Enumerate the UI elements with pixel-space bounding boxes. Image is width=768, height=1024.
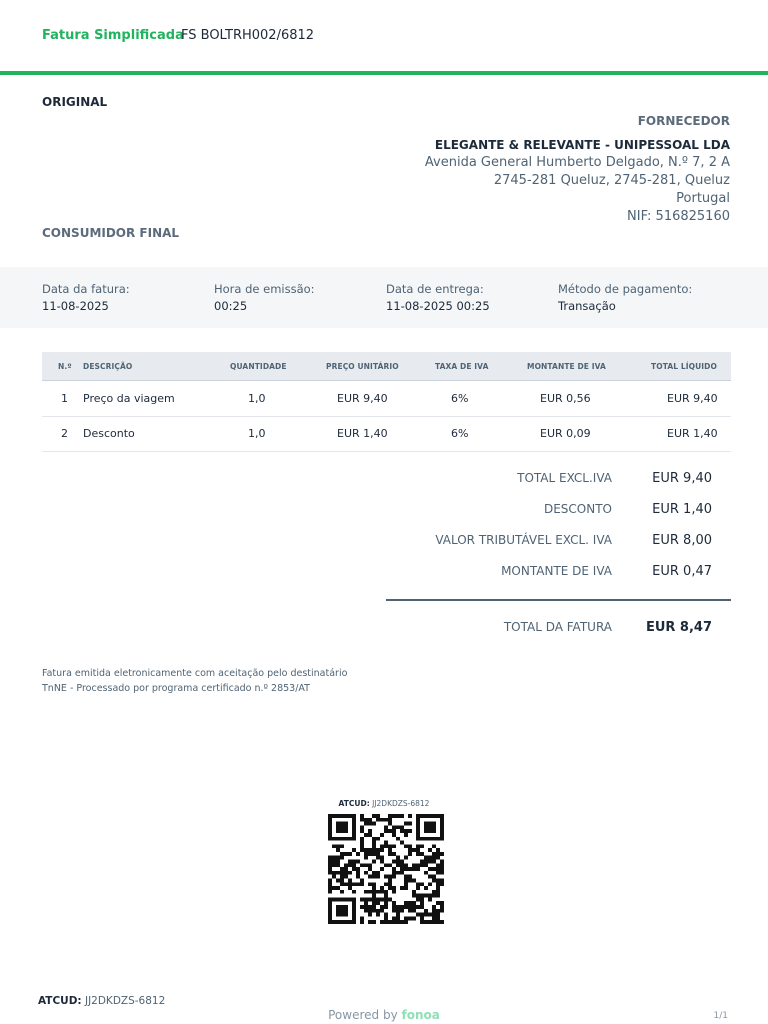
row-number: 1 <box>61 392 68 405</box>
info-label: Hora de emissão: <box>214 282 315 296</box>
totals-divider <box>386 599 731 601</box>
powered-by-text: Powered by <box>328 1008 398 1022</box>
footer-atcud-label: ATCUD: <box>38 995 82 1007</box>
row-number: 2 <box>61 427 68 440</box>
row-quantity: 1,0 <box>248 392 266 405</box>
invoice-total-label: TOTAL DA FATURA <box>503 620 612 634</box>
row-vat-rate: 6% <box>451 427 469 440</box>
info-label: Método de pagamento: <box>558 282 693 296</box>
vat-amount-value: EUR 0,47 <box>652 564 712 579</box>
row-net-total: EUR 1,40 <box>667 427 718 440</box>
column-header-unit-price: PREÇO UNITÁRIO <box>326 362 399 371</box>
taxable-value-label: VALOR TRIBUTÁVEL EXCL. IVA <box>435 533 612 547</box>
row-quantity: 1,0 <box>248 427 266 440</box>
discount-value: EUR 1,40 <box>652 502 712 517</box>
info-payment-method <box>558 281 692 315</box>
legal-notes <box>42 666 347 696</box>
info-issue-time <box>214 281 315 315</box>
qr-code <box>328 814 444 924</box>
row-net-total: EUR 9,40 <box>667 392 718 405</box>
total-excl-vat-label: TOTAL EXCL.IVA <box>517 471 612 485</box>
column-header-quantity: QUANTIDADE <box>230 362 287 371</box>
row-vat-amount: EUR 0,09 <box>540 427 591 440</box>
original-label: ORIGINAL <box>42 95 108 109</box>
supplier-address-line2: 2745-281 Queluz, 2745-281, Queluz <box>493 173 730 188</box>
info-value: 00:25 <box>214 299 248 313</box>
qr-atcud-code: JJ2DKDZS-6812 <box>372 799 430 808</box>
info-value: 11-08-2025 <box>42 299 109 313</box>
brand-logo: fonoa <box>401 1008 440 1022</box>
row-description: Preço da viagem <box>83 392 175 405</box>
row-unit-price: EUR 1,40 <box>337 427 388 440</box>
vat-amount-label: MONTANTE DE IVA <box>501 564 612 578</box>
column-header-net-total: TOTAL LÍQUIDO <box>651 362 717 371</box>
column-header-number: N.º <box>58 362 72 371</box>
info-invoice-date <box>42 281 130 315</box>
qr-caption <box>0 799 768 808</box>
header-divider <box>0 71 768 75</box>
supplier-address-line1: Avenida General Humberto Delgado, N.º 7, 2 A <box>424 155 730 170</box>
column-header-vat-amount: MONTANTE DE IVA <box>527 362 606 371</box>
total-excl-vat-value: EUR 9,40 <box>652 471 712 486</box>
qr-atcud-label: ATCUD: <box>338 799 370 808</box>
note-line: TnNE - Processado por programa certificado n.º 2853/AT <box>42 683 310 694</box>
supplier-country: Portugal <box>676 191 730 206</box>
supplier-nif: NIF: 516825160 <box>627 209 730 224</box>
footer-atcud <box>38 995 165 1007</box>
document-number: FS BOLTRH002/6812 <box>181 28 315 43</box>
info-delivery-date <box>386 281 490 315</box>
column-header-description: DESCRIÇÃO <box>83 362 133 371</box>
row-vat-amount: EUR 0,56 <box>540 392 591 405</box>
discount-label: DESCONTO <box>543 502 612 516</box>
customer-label: CONSUMIDOR FINAL <box>42 226 180 240</box>
note-line: Fatura emitida eletronicamente com aceitação pelo destinatário <box>42 668 348 679</box>
info-value: 11-08-2025 00:25 <box>386 299 490 313</box>
supplier-heading: FORNECEDOR <box>637 114 730 128</box>
column-header-vat-rate: TAXA DE IVA <box>435 362 489 371</box>
row-vat-rate: 6% <box>451 392 469 405</box>
powered-by <box>0 1008 768 1022</box>
document-type: Fatura Simplificada <box>42 28 184 43</box>
row-description: Desconto <box>83 427 135 440</box>
supplier-block <box>425 112 730 226</box>
invoice-total-value: EUR 8,47 <box>645 620 712 635</box>
info-label: Data de entrega: <box>386 282 484 296</box>
taxable-value-value: EUR 8,00 <box>652 533 712 548</box>
page-number: 1/1 <box>713 1011 728 1021</box>
row-unit-price: EUR 9,40 <box>337 392 388 405</box>
supplier-name: ELEGANTE & RELEVANTE - UNIPESSOAL LDA <box>434 138 730 152</box>
footer-atcud-code: JJ2DKDZS-6812 <box>84 995 166 1007</box>
info-label: Data da fatura: <box>42 282 130 296</box>
info-value: Transação <box>558 299 616 313</box>
